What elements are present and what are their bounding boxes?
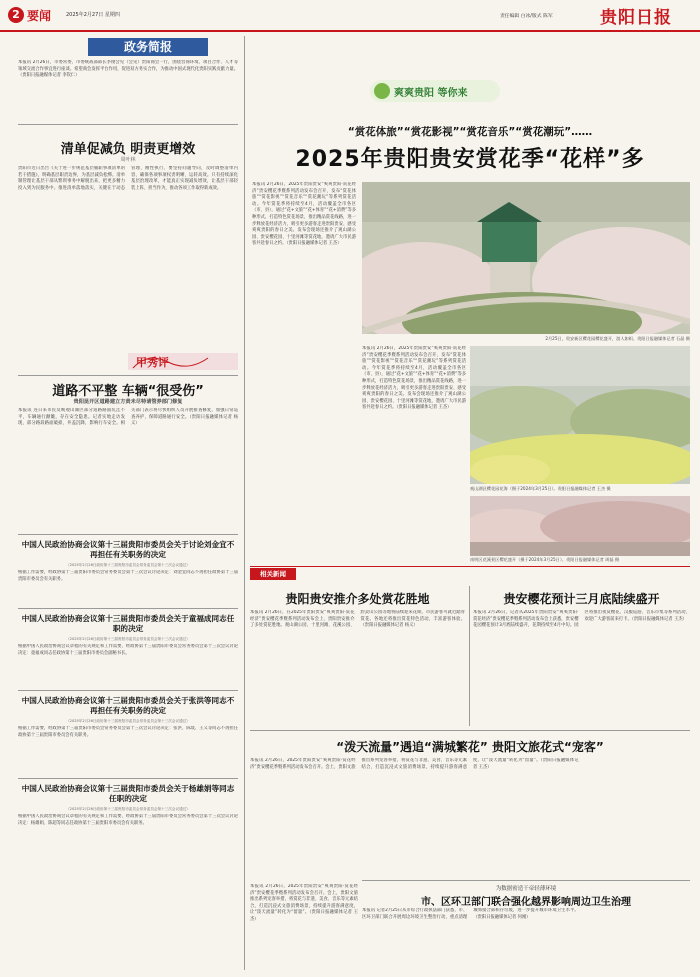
divider [18,608,238,609]
page-number: 2 [8,7,24,23]
feature-text-continued: 本报讯 2月26日，2025年贵阳贵安“爽爽贵阳·赏花经济”贵安樱花季暨系列活动发布会召开，发布“赏花体旅”“赏花影视”“赏花音乐”“赏花潮玩”等系列赏花活动。今年赏花季将持续至4月，活动覆盖全市各区（市、县），通过“花+文旅”“花+体育”“花+消费”等多种形式，打造特色赏花场景，推出精品赏花线路，进一步释放花经济活力，吸引更多游客走进贵阳贵安、感受爽爽贵阳的春日之美。发布会现场还推介了观山湖公园、贵安樱花园、十里河滩等赏花地，邀请广大市民游客共赴春日之约。（贵阳日报融媒体记者 王杰） [362,346,466,411]
feature-badge [370,80,500,102]
notice-title: 中国人民政治协商会议第十三届贵阳市委员会关于童福成同志任职的决定 [21,614,235,633]
notice-item [18,696,238,752]
photo-caption: 南明区花溪景区樱花盛开（摄于2024年3月25日）。贵阳日报融媒体记者 周磊 摄 [470,557,620,562]
brief-banner: 政务简报 [88,38,208,56]
story-title: 道路不平整 车辆“很受伤” [52,384,204,399]
cherry-garden-photo [362,182,690,334]
notice-meta: （2025年2月26日政协第十三届贵阳市委员会常务委员会第十三次会议通过） [66,563,190,567]
notice-text: 根据工作需要，经政协第十三届贵阳市委员会常务委员会第十三次会议讨论决定：张洪、陈琰、王义等同志不再担任政协第十三届贵阳市委员会有关职务。 [18,726,238,738]
related-left-title: 贵阳贵安推介多处赏花胜地 [285,592,430,606]
column-label: 甲秀评 [136,356,169,369]
feature-kicker: “赏花体旅”“赏花影视”“赏花音乐”“赏花潮玩”…… [347,126,593,138]
feature-photo-2 [470,346,690,484]
related-left-text: 本报讯 2月26日，在2025年贵阳贵安“爽爽贵阳·赏花经济”贵安樱花季暨系列活动发布会上，贵阳贵安推介了多处赏花胜地。观山湖公园、十里河滩、花溪公园、黔灵山公园等地将陆续迎来花期，市民游客可就近踏青赏花。各地还将推出赏花特色活动，丰富游客体验。（贵阳日报融媒体记者 杨义） [250,610,465,629]
story-text: 本报讯 连日来市民反映观山湖区部分道路路面坑洼不平，车辆通行颠簸，存在安全隐患。记者实地走访发现，部分路段路面破损、井盖沉降，影响行车安全。相关部门表示将尽快组织人员开展排查修复，加强日常巡查养护，保障道路通行安全。（贵阳日报融媒体记者 杨义） [18,408,238,427]
divider [18,375,238,376]
notice-text: 根据中国人民政治协商会议章程的有关规定和工作需要，经政协第十三届贵阳市委员会常务委员会第十三次会议讨论决定：童福成同志任政协第十三届贵阳市委员会副秘书长。 [18,644,238,656]
feature-text: 本报讯 2月26日，2025年贵阳贵安“爽爽贵阳·赏花经济”贵安樱花季暨系列活动发布会召开，发布“赏花体旅”“赏花影视”“赏花音乐”“赏花潮玩”等系列赏花活动。今年赏花季将持续至4月，活动覆盖全市各区（市、县），通过“花+文旅”“花+体育”“花+消费”等多种形式，打造特色赏花场景，推出精品赏花线路，进一步释放花经济活力，吸引更多游客走进贵阳贵安、感受爽爽贵阳的春日之美。发布会现场还推介了观山湖公园、贵安樱花园、十里河滩等赏花地，邀请广大市民游客共赴春日之约。（贵阳日报融媒体记者 王杰） [252,182,356,247]
divider [362,880,690,881]
village-headline: 市、区环卫部门联合强化越界影响周边卫生治理 [421,897,631,908]
column-divider [244,36,245,970]
feature-photo-3 [470,496,690,556]
village-kicker: 为数据密造干帝轻薄环境 [495,886,557,892]
village-text: 本报讯 记者2月25日从市综合行政执法部门获悉，市、区环卫部门联合开展周边环境卫生整治行动，重点清理城郊接合部积存垃圾，进一步提升城市环境卫生水平。（贵阳日报融媒体记者 何刚） [362,908,579,920]
blossom-valley-photo [470,496,690,556]
feature-badge-label: 爽爽贵阳 等你来 [394,88,468,99]
notice-text: 根据中国人民政治协商会议章程的有关规定和工作需要，经政协第十三届贵阳市委员会常务委员会第十三次会议讨论决定：杨雄娟、陈超等同志任政协第十三届贵阳市委员会有关职务。 [18,814,238,826]
photo-caption: 观山湖区樱花园花海（摄于2024年3月25日）。贵阳日报融媒体记者 王杰 摄 [470,486,611,491]
notice-item [18,614,238,670]
divider [18,124,238,125]
divider [250,730,690,731]
bottom-text: 本报讯 2月26日，2025年贵阳贵安“爽爽贵阳·赏花经济”贵安樱花季暨系列活动发布会召开。会上，贵阳文旅推出系列宠客举措，将赏花与非遗、美食、音乐等元素结合，打造沉浸式文旅消费场景，持续提升游客满意度，让“泼天流量”转化为“留量”。（贵阳日报融媒体记者 王杰） [250,758,579,770]
divider [18,690,238,691]
feature-headline: 2025年贵阳贵安赏花季“花样”多 [295,147,645,172]
notice-title: 中国人民政治协商会议第十三届贵阳市委员会关于杨雄娟等同志任职的决定 [21,784,235,803]
page-header [0,0,700,30]
notice-text: 根据工作需要，经政协第十三届贵阳市委员会常务委员会第十三次会议讨论决定：刘金宜同志不再担任政协第十三届贵阳市委员会有关职务。 [18,570,238,582]
opinion-title: 清单促减负 明责更增效 [60,142,196,157]
notice-title: 中国人民政治协商会议第十三届贵阳市委员会关于张洪等同志不再担任有关职务的决定 [21,696,235,715]
notice-meta: （2025年2月26日政协第十三届贵阳市委员会常务委员会第十三次会议通过） [66,807,190,811]
divider [18,778,238,779]
header-rule [0,30,700,32]
editor-credit: 责任编辑 白冰/版式 陈军 [500,14,553,19]
flower-field-photo [470,346,690,484]
photo-caption: 2月25日，贵安新区樱花园樱花盛开，游人如织。贵阳日报融媒体记者 石晶 摄 [545,336,690,341]
divider [18,534,238,535]
notice-meta: （2025年2月26日政协第十三届贵阳市委员会常务委员会第十三次会议通过） [66,637,190,641]
divider [469,586,470,726]
brief-text: 本报讯 2月26日，市委常委、市委统战部部长李俊会见（会见）贵阳商会一行，围绕营商环境、项目合作、人才等领域交流合作事宜进行座谈。希望商会发挥平台作用，促进双方务实合作，为推动中国式现代化贵阳实践贡献力量。（贵阳日报融媒体记者 李钦仁） [18,60,238,79]
notices-block [18,540,238,970]
story-subtitle: 贵阳昆开区道路建立方责未尽特请管养部门修复 [73,399,183,405]
notice-item [18,540,238,590]
bottom-headline: “泼天流量”遇追“满城繁花” 贵阳文旅花式“宠客” [336,740,604,754]
feature-text-continued [362,480,466,552]
notice-meta: （2025年2月26日政协第十三届贵阳市委员会常务委员会第十三次会议通过） [66,719,190,723]
flower-icon [374,83,390,99]
section-label: 要闻 [27,9,52,23]
issue-date: 2025年2月27日 星期四 [66,12,120,18]
newspaper-logo: 贵阳日报 [600,8,672,28]
related-tag: 相关新闻 [250,568,296,580]
notice-item [18,784,238,854]
feature-photo-1 [362,182,690,334]
notice-title: 中国人民政治协商会议第十三届贵阳市委员会关于讨论刘金宜不再担任有关职务的决定 [21,540,235,559]
divider [250,566,690,567]
opinion-text: 贵阳市近日出台《关于进一步规范基层履职事项清单的若干措施》，明确基层职责边界，为基层减负松绑。清单制管理让基层干部从繁琐事务中解脱出来，把更多精力投入到为民服务中。推进清单落地落实，关键在于动态管理、刚性执行，要坚持问题导向，及时调整清单内容，确保各项事项权责明晰、运转高效。只有持续深化基层治理改革，才能真正实现减负增效，让基层干部轻装上阵、担当作为，推动各项工作取得新成效。 [18,166,238,191]
opinion-byline: 周叶林 [120,157,136,163]
related-right-text: 本报讯 2月26日，记者从2025年贵阳贵安“爽爽贵阳·赏花经济”贵安樱花季暨系列活动发布会上获悉，贵安樱花园樱花预计3月底陆续盛开，花期持续至4月中旬。园区将推出夜赏樱花、汉服巡游、音乐市集等系列活动，欢迎广大游客前来打卡。（贵阳日报融媒体记者 王杰） [473,610,690,629]
bottom-text-continued: 本报讯 2月26日，2025年贵阳贵安“爽爽贵阳·赏花经济”贵安樱花季暨系列活动发布会召开。会上，贵阳文旅推出系列宠客举措，将赏花与非遗、美食、音乐等元素结合，打造沉浸式文旅消费场景，持续提升游客满意度，让“泼天流量”转化为“留量”。（贵阳日报融媒体记者 王杰） [250,884,358,922]
related-right-title: 贵安樱花预计三月底陆续盛开 [503,592,660,606]
column-logo [128,350,238,372]
